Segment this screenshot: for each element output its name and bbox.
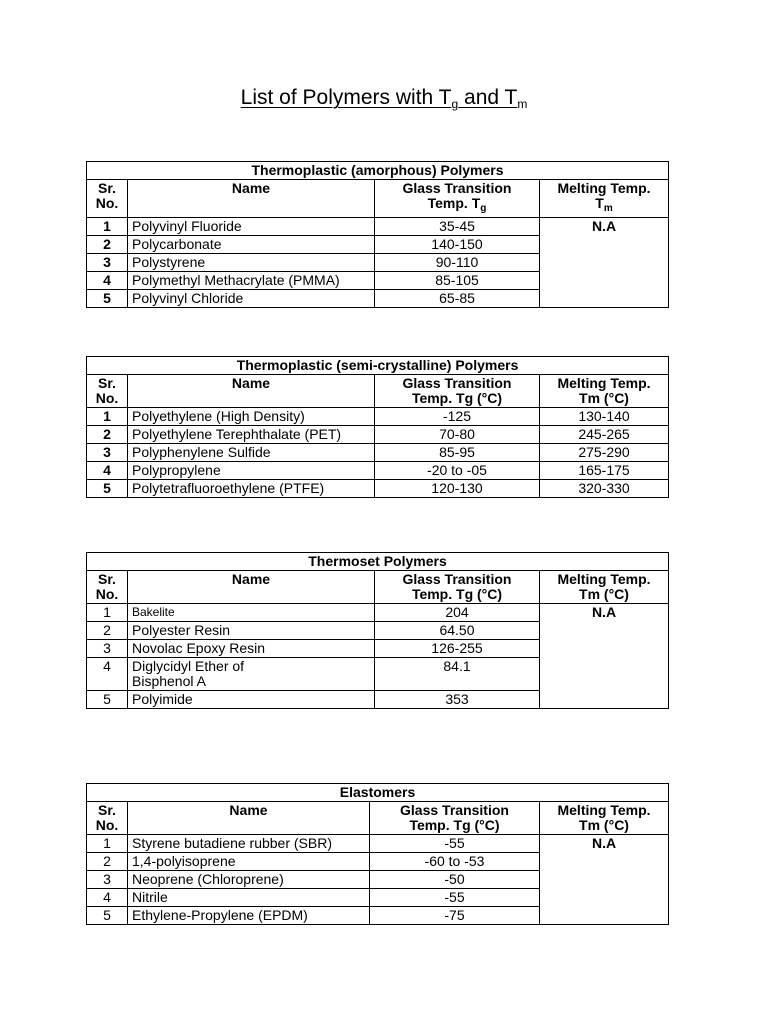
- table-thermoplastic-amorphous: [86, 161, 669, 308]
- na-cell: N.A: [540, 218, 669, 308]
- col-header-name: Name: [128, 180, 375, 218]
- table-row: 2 1,4-polyisoprene -60 to -53: [87, 853, 669, 871]
- table-row: 5 Ethylene-Propylene (EPDM) -75: [87, 907, 669, 925]
- page-title: List of Polymers with $T_g$ and $T_m$: [240, 86, 528, 111]
- table-thermoset: [86, 552, 669, 709]
- table-row: 4 Diglycidyl Ether of Bisphenol A 84.1: [87, 658, 669, 691]
- col-header-sr: Sr. No.: [87, 375, 128, 408]
- table-row: 5 Polytetrafluoroethylene (PTFE) 120-130 320-330: [87, 480, 669, 498]
- col-header-tm: Melting Temp. Tm (°C): [540, 802, 669, 835]
- col-header-name: Name: [128, 802, 370, 835]
- table-row: 3 Neoprene (Chloroprene) -50: [87, 871, 669, 889]
- col-header-sr: Sr. No.: [87, 180, 128, 218]
- table-row: 3 Novolac Epoxy Resin 126-255: [87, 640, 669, 658]
- table-row: 4 Polymethyl Methacrylate (PMMA) 85-105: [87, 272, 669, 290]
- na-cell: N.A: [540, 835, 669, 925]
- col-header-sr: Sr. No.: [87, 571, 128, 604]
- table-row: 2 Polyester Resin 64.50: [87, 622, 669, 640]
- col-header-tg: Glass Transition Temp. Tg (°C): [375, 375, 540, 408]
- col-header-tg: Glass Transition Temp. Tg (°C): [370, 802, 540, 835]
- table-row: 1 Bakelite 204 N.A: [87, 604, 669, 622]
- col-header-tm: Melting Temp. Tm (°C): [540, 375, 669, 408]
- table-row: 3 Polyphenylene Sulfide 85-95 275-290: [87, 444, 669, 462]
- table-row: 1 Polyethylene (High Density) -125 130-140: [87, 408, 669, 426]
- col-header-tm: Melting Temp. $T_m$: [540, 180, 669, 218]
- table-thermoplastic-semicrystalline: [86, 356, 669, 498]
- table-row: 4 Nitrile -55: [87, 889, 669, 907]
- table-row: 5 Polyvinyl Chloride 65-85: [87, 290, 669, 308]
- col-header-name: Name: [128, 571, 375, 604]
- col-header-name: Name: [128, 375, 375, 408]
- table-row: 2 Polycarbonate 140-150: [87, 236, 669, 254]
- col-header-sr: Sr. No.: [87, 802, 128, 835]
- table-title: Elastomers: [87, 784, 669, 802]
- col-header-tg: Glass Transition Temp. $T_g$: [375, 180, 540, 218]
- na-cell: N.A: [540, 604, 669, 709]
- table-row: 1 Polyvinyl Fluoride 35-45 N.A: [87, 218, 669, 236]
- table-row: 2 Polyethylene Terephthalate (PET) 70-80 245-265: [87, 426, 669, 444]
- table-elastomers: [86, 783, 669, 925]
- col-header-tg: Glass Transition Temp. Tg (°C): [375, 571, 540, 604]
- table-title: Thermoset Polymers: [87, 553, 669, 571]
- table-row: 3 Polystyrene 90-110: [87, 254, 669, 272]
- table-title: Thermoplastic (amorphous) Polymers: [87, 162, 669, 180]
- table-row: 4 Polypropylene -20 to -05 165-175: [87, 462, 669, 480]
- table-row: 5 Polyimide 353: [87, 691, 669, 709]
- col-header-tm: Melting Temp. Tm (°C): [540, 571, 669, 604]
- table-title: Thermoplastic (semi-crystalline) Polymers: [87, 357, 669, 375]
- table-row: 1 Styrene butadiene rubber (SBR) -55 N.A: [87, 835, 669, 853]
